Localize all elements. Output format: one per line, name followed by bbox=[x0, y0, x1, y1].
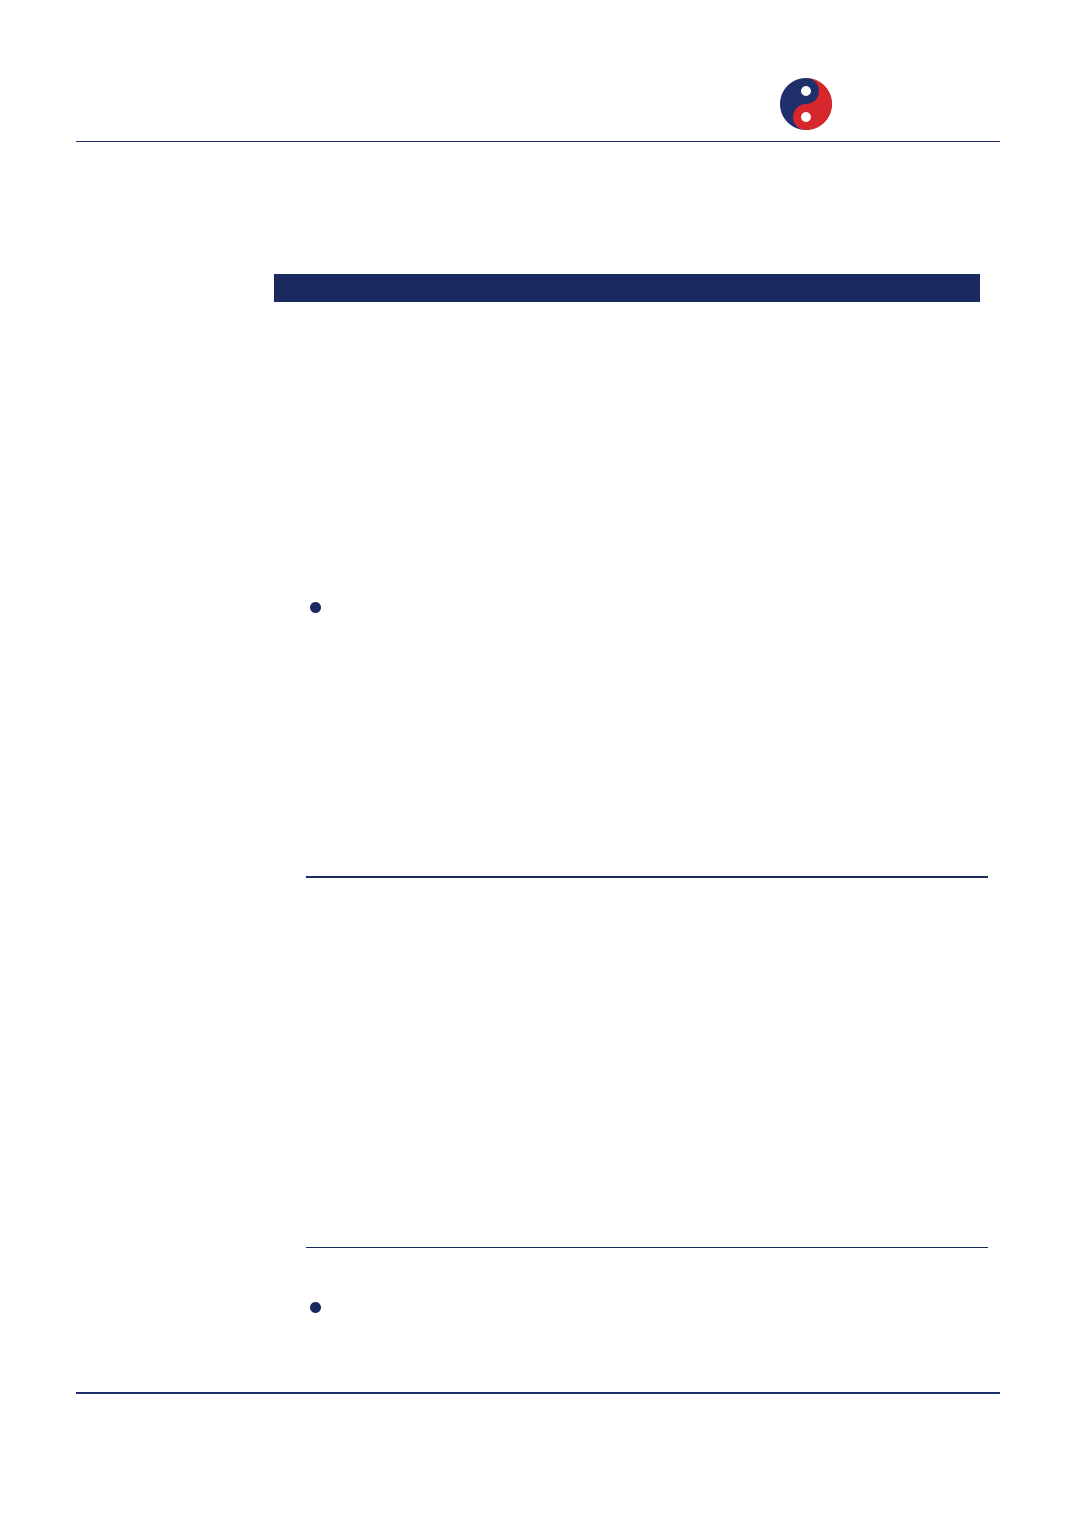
bullet-dot bbox=[310, 602, 321, 613]
figure-bottom-rule bbox=[306, 1247, 988, 1248]
table-header-row bbox=[274, 274, 980, 302]
bullet-dot bbox=[310, 1302, 321, 1313]
chart-figure bbox=[306, 878, 988, 1246]
projects-table bbox=[274, 274, 980, 302]
brand-logo-icon bbox=[778, 76, 834, 132]
col-header-name bbox=[274, 274, 504, 302]
footer-rule bbox=[76, 1392, 1000, 1394]
col-header-date bbox=[844, 274, 980, 302]
col-header-charger bbox=[614, 274, 724, 302]
col-header-storage bbox=[724, 274, 844, 302]
col-header-pv bbox=[504, 274, 614, 302]
header-rule bbox=[76, 141, 1000, 142]
